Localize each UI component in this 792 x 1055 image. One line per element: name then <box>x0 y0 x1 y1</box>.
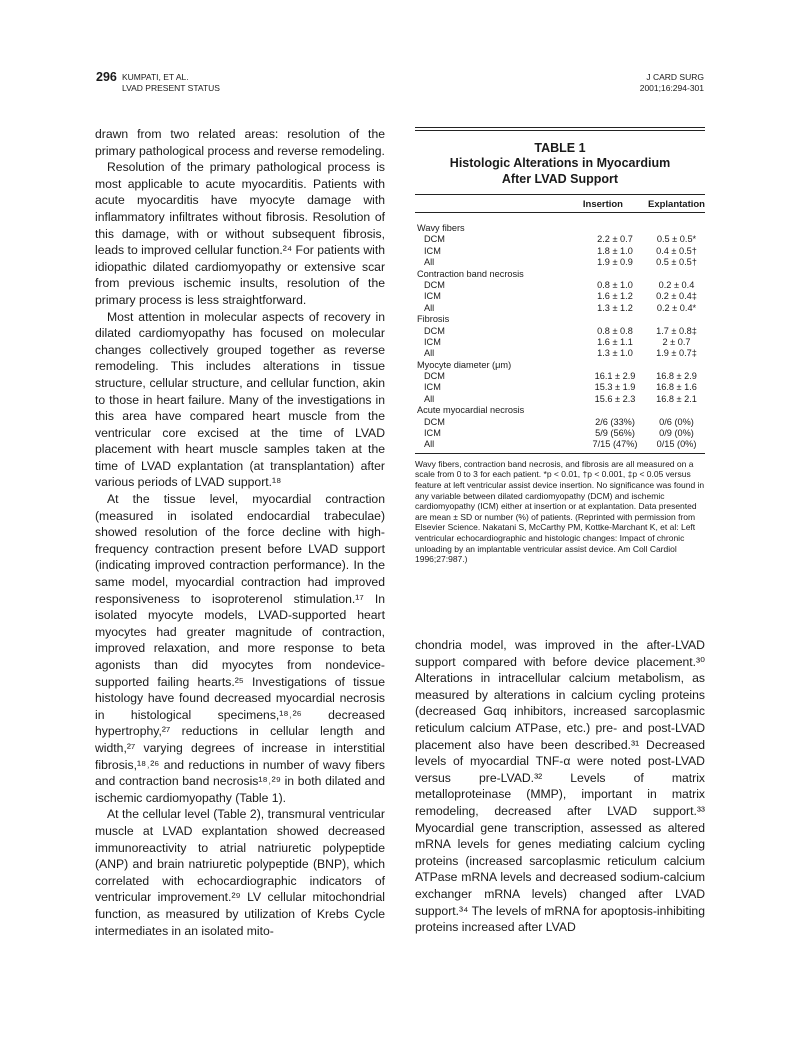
explantation-value: 0/9 (0%) <box>659 428 694 439</box>
column-header-explantation: Explantation <box>647 199 705 210</box>
paragraph: Most attention in molecular aspects of recovery in dilated cardiomyopathy has focused on molecular changes collectively grouped together as reverse remodeling. This includes alterations in tissue structure, cellular structure, and cellular function, akin to those in heart failure. Many of the investigations in this area have compared heart muscle from the ventricular core excised at the time of LVAD placement with heart muscle samples taken at the time of LVAD explantation (at transplantation) after various periods of LVAD support.¹⁸ <box>95 309 385 490</box>
insertion-value: 15.3 ± 1.9 <box>594 382 636 393</box>
insertion-value: 1.6 ± 1.2 <box>597 291 633 302</box>
explantation-value: 0.4 ± 0.5† <box>656 245 697 256</box>
table-row <box>415 303 705 314</box>
explantation-value: 2 ± 0.7 <box>662 336 691 347</box>
table-header <box>415 195 705 212</box>
insertion-value: 7/15 (47%) <box>592 439 638 450</box>
table-row <box>415 371 705 382</box>
table-1 <box>415 127 705 565</box>
table-row <box>415 417 705 428</box>
table-number: TABLE 1 <box>534 141 586 155</box>
table-row <box>415 348 705 359</box>
row-label: All <box>424 302 435 313</box>
explantation-value: 0.5 ± 0.5* <box>656 234 697 245</box>
table-row <box>415 291 705 302</box>
row-label: ICM <box>424 428 441 439</box>
paragraph: At the tissue level, myocardial contraction (measured in isolated endocardial trabeculae) showed resolution of the force decline with high-frequency contraction present before LVAD support (indicating improved contraction performance). In the same model, myocardial contraction had improved responsiveness to isoproterenol stimulation.¹⁷ In isolated myocyte models, LVAD-supported heart myocytes had greater magnitude of contraction, improved relaxation, and more response to beta agonists than did myocytes from nondevice-supported failing hearts.²⁵ Investigations of tissue histology have found decreased myocardial necrosis in histological specimens,¹⁸˒²⁶ decreased hypertrophy,²⁷ reductions in cellular length and width,²⁷ varying degrees of increase in interstitial fibrosis,¹⁸˒²⁶ and reductions in number of wavy fibers and contraction band necrosis¹⁸˒²⁹ in both dilated and ischemic cardiomyopathy (Table 1). <box>95 492 385 805</box>
table-row <box>415 280 705 291</box>
row-label: All <box>424 348 435 359</box>
table-group-row <box>415 223 705 234</box>
table-row <box>415 337 705 348</box>
row-label: ICM <box>424 245 441 256</box>
explantation-value: 16.8 ± 1.6 <box>656 382 697 393</box>
row-label: DCM <box>424 234 445 245</box>
paragraph: drawn from two related areas: resolution of the primary pathological process and reverse remodeling. <box>95 127 385 158</box>
table-title-line1: Histologic Alterations in Myocardium <box>449 156 671 170</box>
insertion-value: 1.9 ± 0.9 <box>597 257 633 268</box>
insertion-value: 0.8 ± 0.8 <box>597 325 633 336</box>
insertion-value: 16.1 ± 2.9 <box>594 371 636 382</box>
page-number: 296 <box>96 70 117 84</box>
row-label: All <box>424 439 435 450</box>
row-label: Fibrosis <box>417 314 450 325</box>
row-label: Myocyte diameter (μm) <box>417 359 512 370</box>
table-footnote: Wavy fibers, contraction band necrosis, and fibrosis are all measured on a scale from 0 to 3 for each patient. *p < 0.01, †p < 0.001, ‡p < 0.05 versus feature at left ventricular assist device insertion. No significance was found in any variable between dilated cardiomyopathy (DCM) and ischemic cardiomyopathy (ICM) either at insertion or at explantation. Data presented are mean ± SD or number (%) of patients. (Reprinted with permission from Elsevier Science. Nakatani S, McCarthy PM, Kottke-Marchant K, et al: Left ventricular echocardiographic and histologic changes: Impact of chronic unloading by an implantable ventricular assist device. Am Coll Cardiol 1996;27:987.) <box>415 458 705 565</box>
table-body <box>415 213 705 451</box>
header-running-title: LVAD PRESENT STATUS <box>122 83 220 93</box>
table-row <box>415 382 705 393</box>
header-citation: 2001;16:294-301 <box>639 83 704 93</box>
insertion-value: 2.2 ± 0.7 <box>597 234 633 245</box>
row-label: Acute myocardial necrosis <box>417 405 525 416</box>
row-label: DCM <box>424 325 445 336</box>
table-row <box>415 394 705 405</box>
table-row <box>415 326 705 337</box>
table-row <box>415 439 705 450</box>
explantation-value: 0.2 ± 0.4‡ <box>656 291 697 302</box>
explantation-value: 1.7 ± 0.8‡ <box>656 325 697 336</box>
insertion-value: 1.3 ± 1.0 <box>597 348 633 359</box>
table-title-line2: After LVAD Support <box>501 172 619 186</box>
table-group-row <box>415 405 705 416</box>
table-top-rule <box>415 127 705 131</box>
paragraph: Resolution of the primary pathological process is most applicable to acute myocarditis. Patients with acute myocarditis have myocyte damage with inflammatory infiltrates without fibrosis. Resolution of this damage, with or without subsequent fibrosis, leads to improved cellular function.²⁴ For patients with idiopathic dilated cardiomyopathy or extensive scar from previous ischemic insults, resolution of the primary process is less straightforward. <box>95 160 385 307</box>
explantation-value: 16.8 ± 2.1 <box>656 393 697 404</box>
left-column-text <box>95 126 385 939</box>
row-label: ICM <box>424 382 441 393</box>
insertion-value: 15.6 ± 2.3 <box>594 393 636 404</box>
table-group-row <box>415 269 705 280</box>
row-label: DCM <box>424 371 445 382</box>
insertion-value: 1.8 ± 1.0 <box>597 245 633 256</box>
running-header-right <box>640 72 704 94</box>
insertion-value: 1.6 ± 1.1 <box>597 336 633 347</box>
row-label: DCM <box>424 416 445 427</box>
insertion-value: 1.3 ± 1.2 <box>597 302 633 313</box>
insertion-value: 0.8 ± 1.0 <box>597 279 633 290</box>
right-column-text <box>415 637 705 936</box>
explantation-value: 1.9 ± 0.7‡ <box>656 348 697 359</box>
header-authors: KUMPATI, ET AL. <box>122 72 189 82</box>
row-label: All <box>424 257 435 268</box>
header-journal: J CARD SURG <box>646 72 704 82</box>
table-row <box>415 428 705 439</box>
explantation-value: 0.2 ± 0.4* <box>656 302 697 313</box>
table-bottom-rule <box>415 453 705 454</box>
explantation-value: 0.5 ± 0.5† <box>656 257 697 268</box>
row-label: Wavy fibers <box>417 223 465 233</box>
insertion-value: 5/9 (56%) <box>595 428 635 439</box>
row-label: ICM <box>424 291 441 302</box>
column-header-insertion: Insertion <box>582 199 623 210</box>
explantation-value: 0/15 (0%) <box>656 439 697 450</box>
paragraph: chondria model, was improved in the after-LVAD support compared with before device placement.³⁰ Alterations in intracellular calcium metabolism, as measured by alterations in calcium cycling proteins (decreased Gαq inhibitors, increased sarcoplasmic reticulum calcium ATPase, etc.) pre- and post-LVAD placement also have been described.³¹ Decreased levels of myocardial TNF-α were noted post-LVAD versus pre-LVAD.³² Levels of matrix metalloproteinase (MMP), important in matrix remodeling, decreased after LVAD support.³³ Myocardial gene transcription, assessed as altered mRNA levels for genes mediating calcium cycling proteins (increased sarcoplasmic reticulum calcium ATPase mRNA levels and decreased sodium-calcium exchanger mRNA levels) changed after LVAD support.³⁴ The levels of mRNA for apoptosis-inhibiting proteins increased after LVAD <box>415 638 705 935</box>
table-row <box>415 246 705 257</box>
row-label: DCM <box>424 279 445 290</box>
paragraph: At the cellular level (Table 2), transmural ventricular muscle at LVAD explantation showed decreased immunoreactivity to atrial natriuretic polypeptide (ANP) and brain natriuretic polypeptide (BNP), which correlated with echocardiographic indicators of ventricular improvement.²⁹ LV cellular mitochondrial function, as measured by utilization of Krebs Cycle intermediates in an isolated mito- <box>95 807 385 938</box>
table-group-row <box>415 314 705 325</box>
row-label: Contraction band necrosis <box>417 268 524 279</box>
row-label: ICM <box>424 336 441 347</box>
table-group-row <box>415 360 705 371</box>
table-row <box>415 257 705 268</box>
explantation-value: 0.2 ± 0.4 <box>658 279 695 290</box>
explantation-value: 0/6 (0%) <box>659 416 694 427</box>
insertion-value: 2/6 (33%) <box>595 416 635 427</box>
explantation-value: 16.8 ± 2.9 <box>656 371 697 382</box>
row-label: All <box>424 393 435 404</box>
table-row <box>415 234 705 245</box>
